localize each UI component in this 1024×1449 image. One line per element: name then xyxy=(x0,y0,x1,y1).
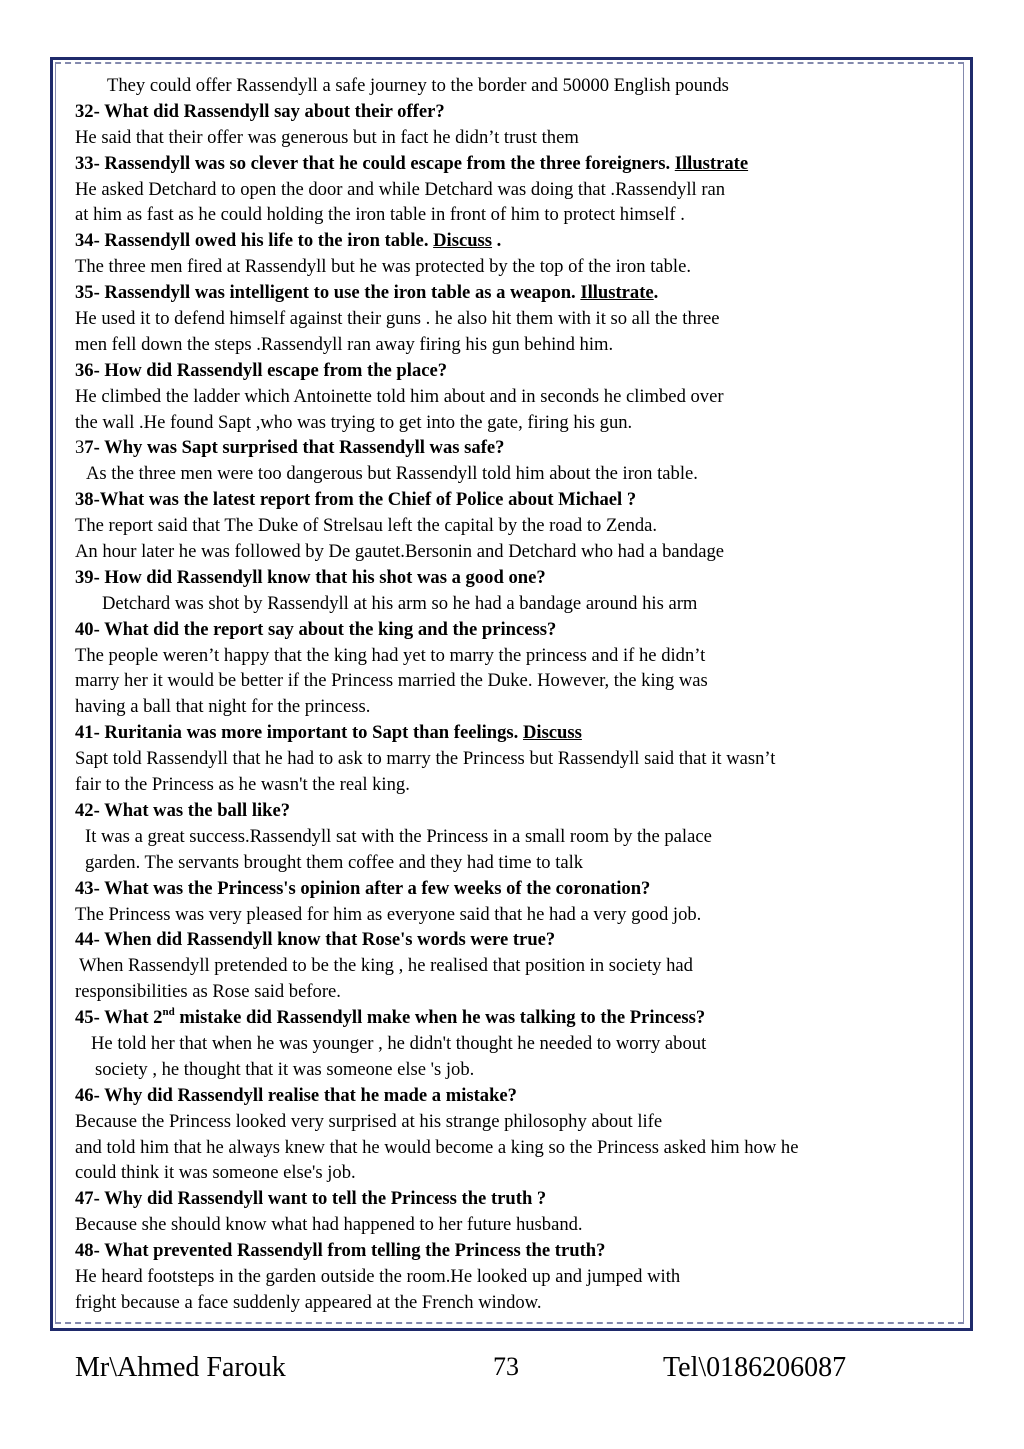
question-text: 45- What 2 xyxy=(75,1007,163,1029)
answer-text: The three men fired at Rassendyll but he was protected by the top of the iron table. xyxy=(75,256,691,278)
answer-line xyxy=(75,384,955,410)
answer-line xyxy=(75,202,955,228)
question-line xyxy=(75,151,955,177)
footer-author: Mr\Ahmed Farouk xyxy=(75,1352,286,1383)
answer-text: and told him that he always knew that he would become a king so the Princess asked him how he xyxy=(75,1136,799,1158)
answer-text: could think it was someone else's job. xyxy=(75,1162,356,1184)
question-line xyxy=(75,876,955,902)
answer-line xyxy=(75,1135,955,1161)
answer-line xyxy=(75,746,955,772)
question-line xyxy=(75,99,955,125)
answer-text: He heard footsteps in the garden outside the room.He looked up and jumped with xyxy=(75,1265,681,1287)
answer-text: society , he thought that it was someone else 's job. xyxy=(95,1058,475,1080)
question-line xyxy=(75,720,955,746)
answer-line xyxy=(75,953,955,979)
question-text: 32- What did Rassendyll say about their offer? xyxy=(75,100,445,122)
answer-text: He asked Detchard to open the door and while Detchard was doing that .Rassendyll ran xyxy=(75,178,726,200)
answer-line xyxy=(75,643,955,669)
answer-line xyxy=(75,1109,955,1135)
page-footer xyxy=(0,1352,1024,1392)
question-number-prefix: 3 xyxy=(75,437,85,459)
answer-line xyxy=(75,1290,955,1316)
answer-line xyxy=(75,513,955,539)
question-text: 34- Rassendyll owed his life to the iron table. xyxy=(75,230,434,252)
answer-line xyxy=(75,73,955,99)
instruction-keyword: Discuss xyxy=(433,230,493,252)
answer-text: responsibilities as Rose said before. xyxy=(75,981,341,1003)
question-line xyxy=(75,280,955,306)
answer-text: Because the Princess looked very surprised at his strange philosophy about life xyxy=(75,1110,663,1132)
question-line xyxy=(75,1238,955,1264)
answer-line xyxy=(75,539,955,565)
answer-line xyxy=(75,694,955,720)
page-number: 73 xyxy=(493,1352,519,1381)
question-line xyxy=(75,1005,955,1031)
answer-text: marry her it would be better if the Princess married the Duke. However, the king was xyxy=(75,670,708,692)
instruction-keyword: Discuss xyxy=(522,722,582,744)
question-tail: . xyxy=(653,282,659,304)
answer-line xyxy=(75,410,955,436)
answer-line xyxy=(75,1160,955,1186)
answer-line xyxy=(75,979,955,1005)
answer-text: They could offer Rassendyll a safe journey to the border and 50000 English pounds xyxy=(107,75,729,96)
answer-line xyxy=(75,1264,955,1290)
question-text: 7- Why was Sapt surprised that Rassendyll was safe? xyxy=(84,437,505,459)
answer-text: He said that their offer was generous but in fact he didn’t trust them xyxy=(75,126,579,148)
document-body xyxy=(75,73,955,1316)
answer-line xyxy=(75,1057,955,1083)
question-text: 48- What prevented Rassendyll from telling the Princess the truth? xyxy=(75,1240,606,1262)
question-line xyxy=(75,487,955,513)
question-text: 42- What was the ball like? xyxy=(75,799,291,821)
answer-text: He climbed the ladder which Antoinette told him about and in seconds he climbed over xyxy=(75,385,724,407)
instruction-keyword: Illustrate xyxy=(580,282,654,304)
answer-line xyxy=(75,254,955,280)
answer-text: As the three men were too dangerous but Rassendyll told him about the iron table. xyxy=(86,463,698,485)
question-line xyxy=(75,228,955,254)
answer-text: men fell down the steps .Rassendyll ran away firing his gun behind him. xyxy=(75,333,614,355)
answer-line xyxy=(75,177,955,203)
question-text: 43- What was the Princess's opinion after a few weeks of the coronation? xyxy=(75,877,651,899)
answer-text: the wall .He found Sapt ,who was trying to get into the gate, firing his gun. xyxy=(75,411,633,433)
instruction-keyword: Illustrate xyxy=(674,152,749,174)
question-line xyxy=(75,617,955,643)
question-line xyxy=(75,927,955,953)
question-text: 44- When did Rassendyll know that Rose's words were true? xyxy=(75,929,556,951)
question-text: 38-What was the latest report from the Chief of Police about Michael ? xyxy=(75,489,637,511)
answer-text: The Princess was very pleased for him as everyone said that he had a very good job. xyxy=(75,903,702,925)
question-tail: . xyxy=(492,230,502,252)
answer-text: When Rassendyll pretended to be the king , he realised that position in society had xyxy=(79,955,693,977)
answer-text: The people weren’t happy that the king had yet to marry the princess and if he didn’t xyxy=(75,644,706,666)
answer-text: The report said that The Duke of Strelsau left the capital by the road to Zenda. xyxy=(75,515,658,537)
answer-line xyxy=(75,332,955,358)
answer-text: It was a great success.Rassendyll sat with the Princess in a small room by the palace xyxy=(85,825,712,847)
answer-line xyxy=(75,306,955,332)
answer-text: at him as fast as he could holding the iron table in front of him to protect himself . xyxy=(75,204,685,226)
question-line xyxy=(75,1186,955,1212)
answer-text: garden. The servants brought them coffee and they had time to talk xyxy=(85,851,584,873)
answer-text: having a ball that night for the princess. xyxy=(75,696,371,718)
question-text: 47- Why did Rassendyll want to tell the Princess the truth ? xyxy=(75,1188,547,1210)
question-text: 40- What did the report say about the king and the princess? xyxy=(75,618,557,640)
answer-line xyxy=(75,461,955,487)
question-text: 46- Why did Rassendyll realise that he made a mistake? xyxy=(75,1084,517,1106)
question-text: 36- How did Rassendyll escape from the place? xyxy=(75,359,448,381)
question-text: 35- Rassendyll was intelligent to use the iron table as a weapon. xyxy=(75,282,581,304)
question-text: 33- Rassendyll was so clever that he could escape from the three foreigners. xyxy=(75,152,675,174)
answer-line xyxy=(75,668,955,694)
answer-line xyxy=(75,772,955,798)
ordinal-suffix: nd xyxy=(162,1005,175,1018)
answer-text: Sapt told Rassendyll that he had to ask to marry the Princess but Rassendyll said that it wasn’t xyxy=(75,748,776,770)
answer-text: He told her that when he was younger , he didn't thought he needed to worry about xyxy=(91,1032,707,1054)
answer-line xyxy=(75,824,955,850)
answer-text: fright because a face suddenly appeared at the French window. xyxy=(75,1291,542,1313)
question-line xyxy=(75,565,955,591)
question-line xyxy=(75,435,955,461)
question-text: 41- Ruritania was more important to Sapt than feelings. xyxy=(75,722,523,744)
answer-text: He used it to defend himself against their guns . he also hit them with it so all the three xyxy=(75,308,720,330)
answer-text: Detchard was shot by Rassendyll at his arm so he had a bandage around his arm xyxy=(102,592,698,614)
answer-line xyxy=(75,1212,955,1238)
answer-text: Because she should know what had happened to her future husband. xyxy=(75,1214,583,1236)
answer-line xyxy=(75,850,955,876)
question-line xyxy=(75,1083,955,1109)
footer-phone: Tel\0186206087 xyxy=(663,1352,847,1383)
answer-text: fair to the Princess as he wasn't the real king. xyxy=(75,774,410,796)
answer-line xyxy=(75,125,955,151)
question-line xyxy=(75,798,955,824)
question-line xyxy=(75,358,955,384)
answer-line xyxy=(75,591,955,617)
answer-line xyxy=(75,902,955,928)
question-text: 39- How did Rassendyll know that his shot was a good one? xyxy=(75,566,546,588)
question-tail: mistake did Rassendyll make when he was talking to the Princess? xyxy=(174,1007,706,1029)
answer-text: An hour later he was followed by De gautet.Bersonin and Detchard who had a bandage xyxy=(75,541,725,563)
answer-line xyxy=(75,1031,955,1057)
